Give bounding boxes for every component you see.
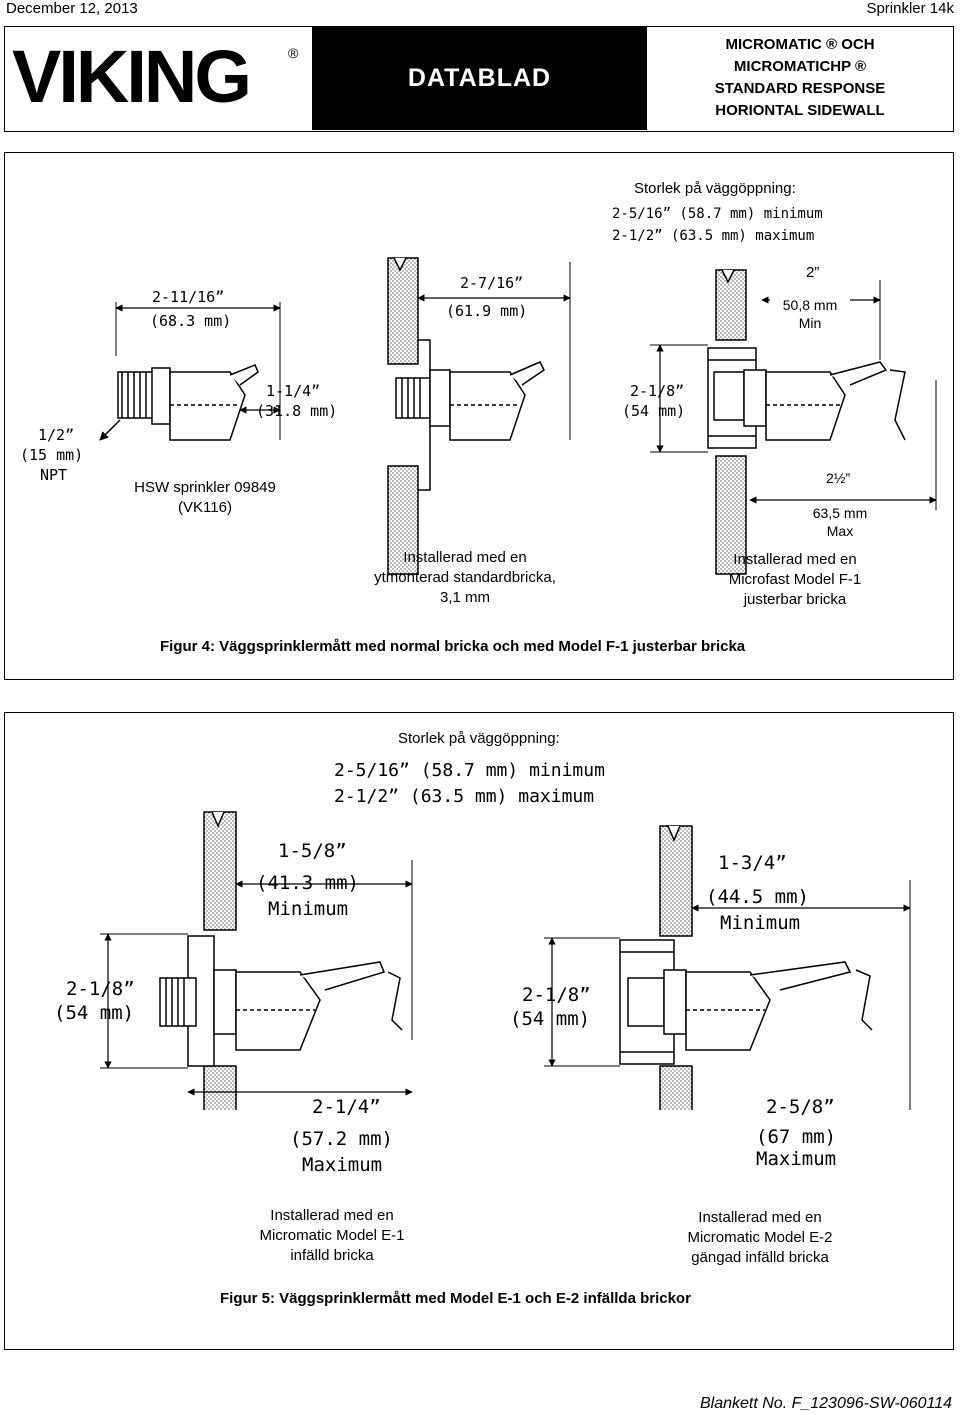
- hex-body: [152, 368, 170, 424]
- fig5-right-dim-bottom-mm: (67 mm): [756, 1126, 837, 1148]
- fig4-right-dim-side: 2-1/8”: [630, 382, 685, 400]
- fig4-right-dim-top-mm-value: 50,8 mm: [782, 297, 838, 313]
- fig5-left-caption-line-1: Installerad med en: [270, 1207, 394, 1224]
- fig5-left-caption: [232, 1206, 432, 1266]
- fig5-left-caption-line-3: infälld bricka: [290, 1247, 374, 1264]
- fig4-left-dim-top-mm: (68.3 mm): [150, 312, 232, 330]
- fig4-middle-caption: [360, 548, 570, 608]
- datablad-banner: [312, 26, 647, 130]
- datablad-label: DATABLAD: [407, 63, 552, 92]
- fig4-right-dim-side-mm: (54 mm): [622, 402, 686, 420]
- fig4-middle-caption-line-1: Installerad med en: [403, 549, 527, 566]
- viking-logo-text: VIKING: [12, 36, 249, 118]
- fig5-right-dim-bottom: 2-5/8”: [766, 1096, 835, 1118]
- fig4-right-dim-bottom: 2½”: [826, 470, 851, 486]
- product-line-4: HORIONTAL SIDEWALL: [715, 102, 885, 119]
- sprinkler-right-fig5: [620, 940, 872, 1064]
- fig5-right-caption: [650, 1208, 870, 1268]
- fig4-middle-caption-line-2: ytmonterad standardbricka,: [374, 569, 556, 586]
- fig4-model-line-1: HSW sprinkler 09849: [134, 479, 276, 496]
- fig5-right-caption-line-1: Installerad med en: [698, 1209, 822, 1226]
- fig4-left-dim-inner: 1-1/4”: [266, 382, 321, 400]
- fig5-right-dim-top-note: Minimum: [720, 912, 801, 934]
- fig5-right-dim-side: 2-1/8”: [522, 984, 591, 1006]
- fig4-thread-mm: (15 mm): [20, 446, 84, 464]
- fig5-left-dim-bottom: 2-1/4”: [312, 1096, 381, 1118]
- figure-5-drawing: [0, 810, 960, 1110]
- product-line-1: MICROMATIC ® OCH: [725, 36, 875, 53]
- document-date: December 12, 2013: [6, 0, 138, 17]
- fig4-model-line-2: (VK116): [178, 499, 232, 516]
- fig4-middle-dim-top: 2-7/16”: [460, 274, 524, 292]
- fig5-left-caption-line-2: Micromatic Model E-1: [259, 1227, 405, 1244]
- fig4-thread-type: NPT: [40, 466, 68, 484]
- thread-body: [118, 372, 154, 418]
- fig4-right-dim-bottom-note: Max: [826, 523, 854, 539]
- fig4-right-caption-line-3: justerbar bricka: [743, 591, 847, 608]
- fig4-right-dim-bottom-mm: [800, 504, 880, 540]
- fig4-right-caption: [700, 550, 890, 610]
- product-line-3: STANDARD RESPONSE: [714, 80, 886, 97]
- fig5-left-dim-bottom-mm: (57.2 mm): [290, 1128, 393, 1150]
- sprinkler-right-fig4: [708, 348, 905, 448]
- figure-4-caption: Figur 4: Väggsprinklermått med normal bricka och med Model F-1 justerbar bricka: [160, 638, 746, 655]
- fig5-wall-opening-min: 2-5/16” (58.7 mm) minimum: [334, 760, 605, 781]
- fig5-right-dim-top: 1-3/4”: [718, 852, 787, 874]
- product-title: [650, 34, 950, 122]
- fig4-left-dim-inner-mm: (31.8 mm): [256, 402, 338, 420]
- fig4-thread-in: 1/2”: [38, 426, 75, 444]
- fig4-middle-dim-top-mm: (61.9 mm): [446, 302, 528, 320]
- fig4-left-dim-top: 2-11/16”: [152, 288, 225, 306]
- fig5-right-caption-line-2: Micromatic Model E-2: [687, 1229, 833, 1246]
- product-line-2: MICROMATICHP ®: [733, 58, 867, 75]
- fig5-left-dim-top-note: Minimum: [268, 898, 349, 920]
- fig4-right-dim-top: 2”: [806, 264, 820, 281]
- fig5-left-dim-top-mm: (41.3 mm): [256, 872, 359, 894]
- fig4-right-dim-top-note: Min: [798, 315, 822, 331]
- fig4-wall-opening-max: 2-1/2” (63.5 mm) maximum: [612, 228, 815, 244]
- fig4-model-label: [120, 478, 290, 518]
- fig5-left-dim-bottom-note: Maximum: [302, 1154, 383, 1176]
- fig5-right-caption-line-3: gängad infälld bricka: [691, 1249, 829, 1266]
- page-reference: Sprinkler 14k: [866, 0, 954, 17]
- fig4-right-dim-top-mm: [770, 296, 850, 332]
- fig4-right-caption-line-2: Microfast Model F-1: [728, 571, 862, 588]
- figure-5-caption: Figur 5: Väggsprinklermått med Model E-1 och E-2 infällda brickor: [220, 1290, 691, 1307]
- sprinkler-middle-fig4: [396, 362, 544, 440]
- fig5-wall-opening-title: Storlek på väggöppning:: [398, 730, 560, 747]
- sprinkler-left-fig5: [160, 936, 402, 1066]
- fig4-right-caption-line-1: Installerad med en: [733, 551, 857, 568]
- fig5-right-dim-side-mm: (54 mm): [510, 1008, 591, 1030]
- fig5-wall-opening-max: 2-1/2” (63.5 mm) maximum: [334, 786, 595, 807]
- fig4-wall-opening-min: 2-5/16” (58.7 mm) minimum: [612, 206, 823, 222]
- registered-mark: ®: [288, 45, 299, 61]
- fig5-left-dim-top: 1-5/8”: [278, 840, 347, 862]
- fig5-left-dim-side: 2-1/8”: [66, 978, 135, 1000]
- fig5-right-dim-bottom-note: Maximum: [756, 1148, 837, 1170]
- form-number: Blankett No. F_123096-SW-060114: [699, 1395, 952, 1412]
- viking-logo: [8, 36, 308, 120]
- fig4-wall-opening-title: Storlek på väggöppning:: [634, 180, 796, 197]
- sprinkler-left-fig4: [100, 365, 258, 440]
- fig5-left-dim-side-mm: (54 mm): [54, 1002, 135, 1024]
- fig4-right-dim-bottom-mm-value: 63,5 mm: [812, 505, 868, 521]
- fig4-middle-caption-line-3: 3,1 mm: [439, 589, 490, 606]
- fig5-right-dim-top-mm: (44.5 mm): [706, 886, 809, 908]
